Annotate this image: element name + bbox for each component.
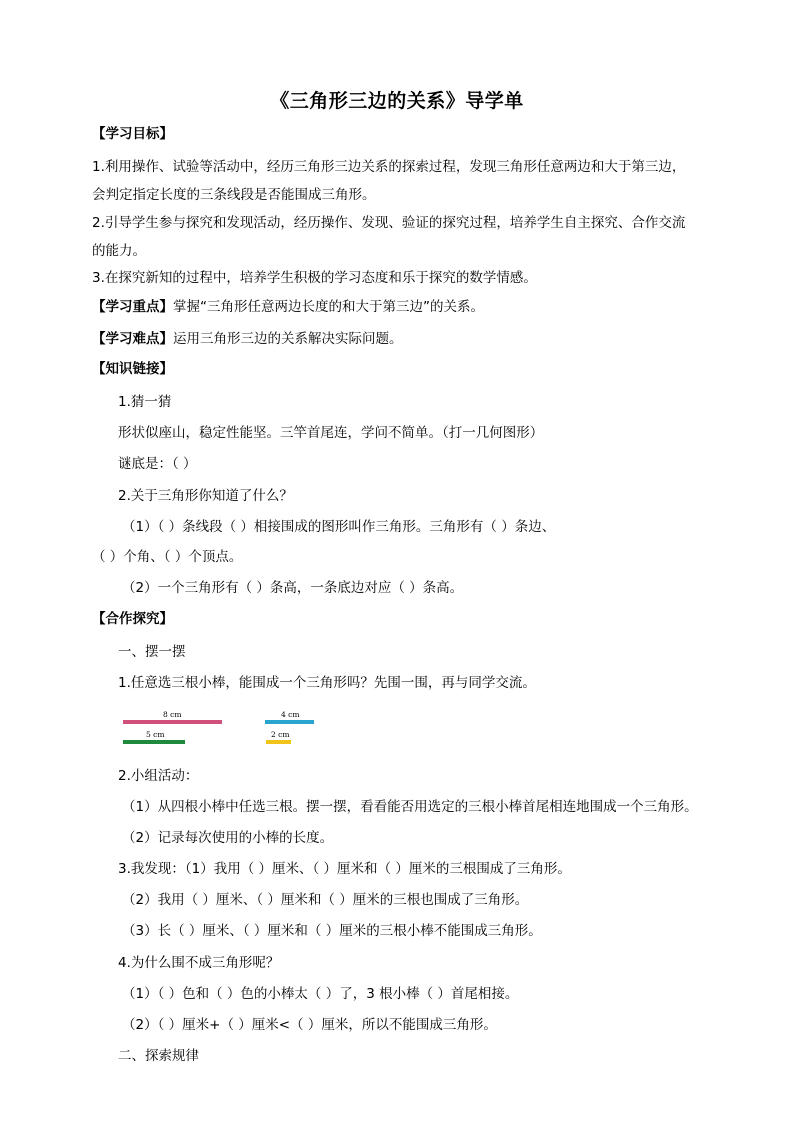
key-point bbox=[92, 297, 484, 317]
difficulty-label: 【学习难点】 bbox=[92, 331, 173, 347]
knowledge-heading: 【知识链接】 bbox=[92, 361, 173, 377]
knowledge-2-question-1-line-2: （ ）个角、（ ）个顶点。 bbox=[92, 549, 243, 565]
stick-4cm-label: 4 cm bbox=[281, 710, 300, 719]
part-1-question-2: 2.小组活动： bbox=[118, 768, 199, 784]
knowledge-1-riddle: 形状似座山，稳定性能坚。三竿首尾连，学问不简单。（打一几何图形） bbox=[118, 425, 544, 441]
goal-1-line-1: 1.利用操作、试验等活动中，经历三角形三边关系的探索过程，发现三角形任意两边和大于第三边， bbox=[92, 159, 686, 175]
page-title: 《三角形三边的关系》导学单 bbox=[270, 90, 524, 112]
difficulty-text: 运用三角形三边的关系解决实际问题。 bbox=[173, 331, 403, 347]
part-1-title: 一、摆一摆 bbox=[118, 644, 186, 660]
knowledge-1-title: 1.猜一猜 bbox=[118, 394, 172, 410]
stick-8cm-label: 8 cm bbox=[163, 710, 182, 719]
explore-heading: 【合作探究】 bbox=[92, 611, 173, 627]
stick-2cm-label: 2 cm bbox=[271, 730, 290, 739]
goal-2-line-1: 2.引导学生参与探究和发现活动，经历操作、发现、验证的探究过程，培养学生自主探究、合作交流 bbox=[92, 215, 686, 231]
goal-2-line-2: 的能力。 bbox=[92, 243, 146, 259]
part-1-question-4-b: （2）（ ）厘米+（ ）厘米<（ ）厘米，所以不能围成三角形。 bbox=[122, 1017, 497, 1033]
stick-8cm bbox=[123, 720, 222, 724]
part-1-question-2-a: （1）从四根小棒中任选三根。摆一摆，看看能否用选定的三根小棒首尾相连地围成一个三角形。 bbox=[122, 799, 698, 815]
part-1-question-4: 4.为什么围不成三角形呢？ bbox=[118, 955, 280, 971]
stick-4cm bbox=[265, 720, 314, 724]
key-point-label: 【学习重点】 bbox=[92, 299, 173, 315]
knowledge-1-answer: 谜底是：（ ） bbox=[118, 456, 197, 472]
stick-2cm bbox=[266, 740, 291, 744]
knowledge-2-question-2: （2）一个三角形有（ ）条高，一条底边对应（ ）条高。 bbox=[122, 580, 464, 596]
goal-1-line-2: 会判定指定长度的三条线段是否能围成三角形。 bbox=[92, 187, 376, 203]
part-1-question-3-b: （2）我用（ ）厘米、（ ）厘米和（ ）厘米的三根也围成了三角形。 bbox=[122, 892, 529, 908]
part-1-question-3-c: （3）长（ ）厘米、（ ）厘米和（ ）厘米的三根小棒不能围成三角形。 bbox=[122, 923, 542, 939]
part-2-title: 二、探索规律 bbox=[118, 1048, 199, 1064]
goals-heading: 【学习目标】 bbox=[92, 126, 173, 142]
part-1-question-2-b: （2）记录每次使用的小棒的长度。 bbox=[122, 830, 334, 846]
difficulty-point bbox=[92, 329, 403, 349]
stick-5cm bbox=[123, 740, 185, 744]
stick-5cm-label: 5 cm bbox=[146, 730, 165, 739]
key-point-text: 掌握“三角形任意两边长度的和大于第三边”的关系。 bbox=[173, 299, 484, 315]
goal-3: 3.在探究新知的过程中，培养学生积极的学习态度和乐于探究的数学情感。 bbox=[92, 270, 537, 286]
knowledge-2-question-1-line-1: （1）（ ）条线段（ ）相接围成的图形叫作三角形。三角形有（ ）条边、 bbox=[122, 519, 556, 535]
knowledge-2-title: 2.关于三角形你知道了什么？ bbox=[118, 488, 293, 504]
part-1-question-3-a: 3.我发现：（1）我用（ ）厘米、（ ）厘米和（ ）厘米的三根围成了三角形。 bbox=[118, 861, 571, 877]
part-1-question-4-a: （1）（ ）色和（ ）色的小棒太（ ）了，3 根小棒（ ）首尾相接。 bbox=[122, 986, 519, 1002]
part-1-question-1: 1.任意选三根小棒，能围成一个三角形吗？先围一围，再与同学交流。 bbox=[118, 675, 536, 691]
